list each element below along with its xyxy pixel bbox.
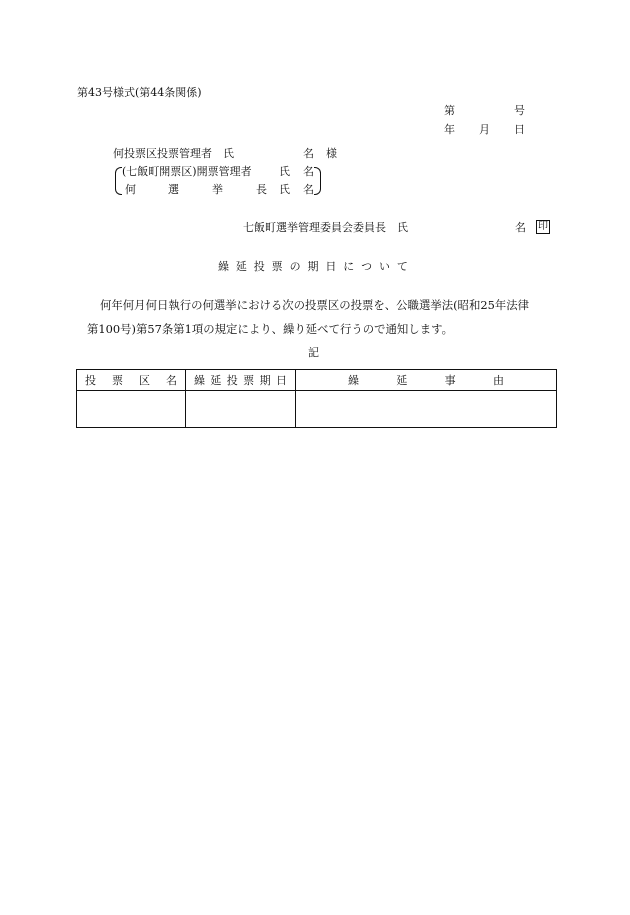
title-char: 日 — [325, 260, 337, 273]
addressee-line3-shi: 氏 — [279, 183, 290, 196]
addressee-line3-mei: 名 — [303, 183, 314, 196]
document-title — [218, 261, 408, 272]
header-cell-reason: 繰 延 事 由 — [296, 370, 557, 391]
reason-cell — [296, 391, 557, 428]
addressee-line3-kyo: 挙 — [212, 183, 223, 196]
title-char: 票 — [271, 260, 283, 273]
addressee-bracket-right — [314, 167, 321, 195]
addressee-line3-sen: 選 — [168, 183, 179, 196]
addressee-bracket-left — [115, 167, 122, 195]
addressee-line3-cho: 長 — [256, 183, 267, 196]
header-cell-deferred-date: 繰 延 投 票 期 日 — [186, 370, 296, 391]
addressee-line1-text: 何投票区投票管理者 氏 — [113, 147, 234, 160]
district-cell — [77, 391, 186, 428]
addressee-line2-shi: 氏 — [279, 165, 290, 178]
table-header-row — [77, 370, 557, 391]
deferred-date-cell — [186, 391, 296, 428]
form-number: 第43号様式(第44条関係) — [77, 86, 202, 99]
date-day: 日 — [514, 123, 525, 136]
seal-mark: 印 — [538, 221, 548, 232]
title-char: 延 — [235, 260, 247, 273]
addressee-line2-text: (七飯町開票区)開票管理者 — [122, 165, 252, 178]
title-char: 繰 — [218, 260, 229, 273]
date-year: 年 — [444, 123, 455, 136]
title-char: の — [289, 260, 301, 273]
title-char: い — [379, 260, 391, 273]
deferral-table — [76, 369, 557, 428]
addressee-line3-nani: 何 — [125, 183, 136, 196]
title-char: つ — [361, 260, 373, 273]
title-char: 投 — [253, 260, 265, 273]
body-line-2: 第100号)第57条第1項の規定により、繰り延べて行うので通知します。 — [87, 322, 453, 336]
title-char: 期 — [307, 260, 319, 273]
sender-name: 名 — [515, 221, 526, 234]
header-cell-district: 投 票 区 名 — [77, 370, 186, 391]
table-row — [77, 391, 557, 428]
body-line-1: 何年何月何日執行の何選挙における次の投票区の投票を、公職選挙法(昭和25年法律 — [100, 298, 530, 312]
title-char: に — [343, 260, 355, 273]
reference-go: 号 — [514, 104, 525, 117]
addressee-line2-mei: 名 — [303, 165, 314, 178]
title-char: て — [396, 260, 408, 273]
addressee-line1-honorific: 様 — [326, 147, 337, 160]
addressee-line1-name: 名 — [303, 147, 314, 160]
reference-dai: 第 — [444, 104, 455, 117]
date-month: 月 — [479, 123, 490, 136]
sender-text: 七飯町選挙管理委員会委員長 氏 — [243, 221, 408, 234]
ki-label: 記 — [308, 346, 319, 359]
